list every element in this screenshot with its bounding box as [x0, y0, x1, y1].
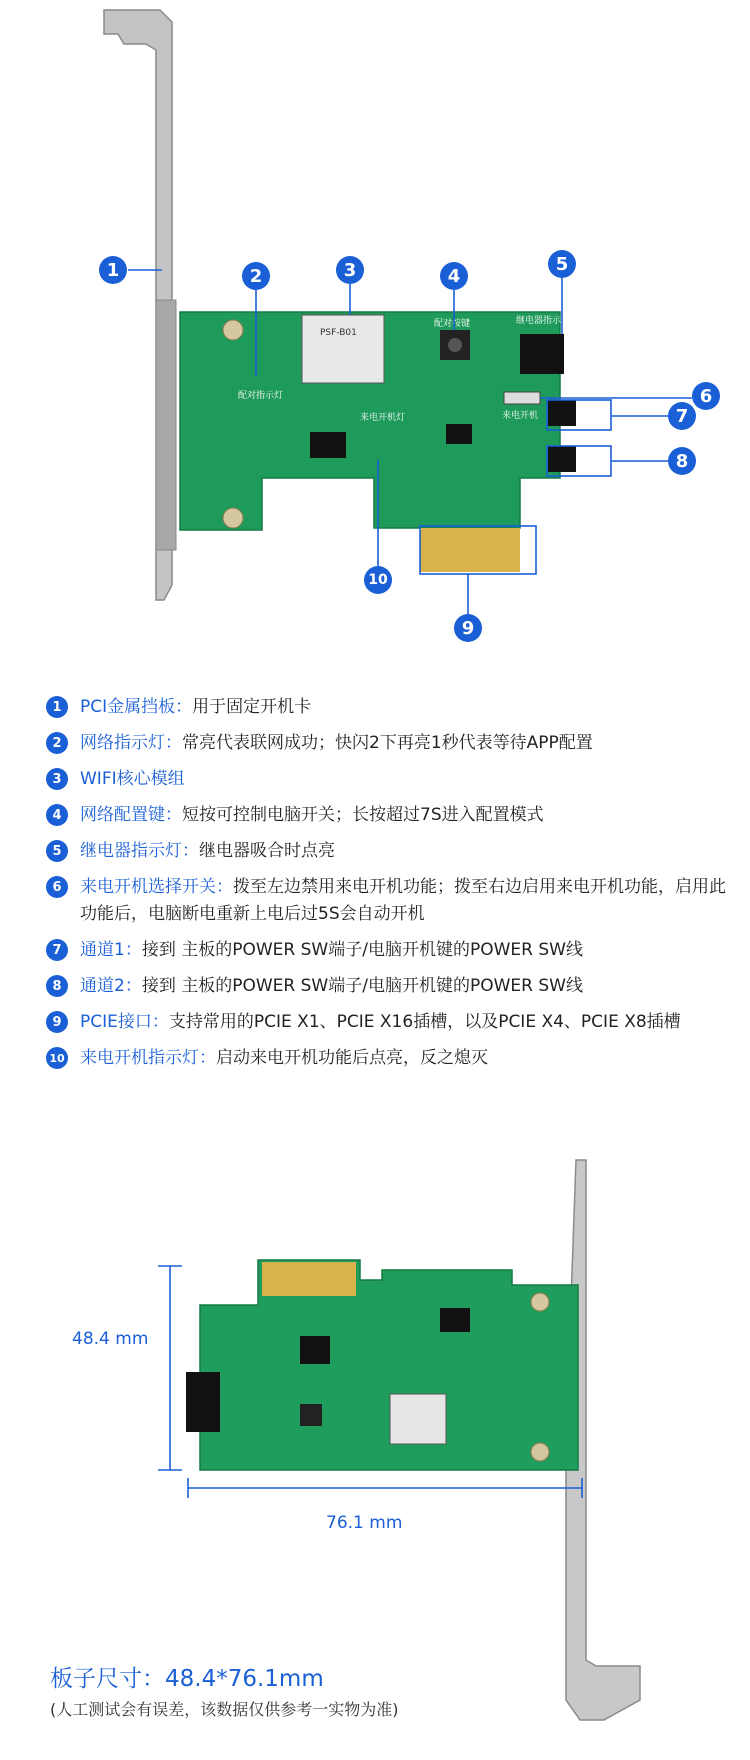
board-size-title: 板子尺寸：48.4*76.1mm	[50, 1666, 324, 1692]
callout-10: 10	[364, 566, 392, 594]
item-number: 8	[46, 975, 68, 997]
item-number: 6	[46, 876, 68, 898]
item-text: 常亮代表联网成功；快闪2下再亮1秒代表等待APP配置	[182, 733, 593, 753]
item-number: 4	[46, 804, 68, 826]
item-text: 拨至左边禁用来电开机功能；拨至右边启用来电开机功能，启用此功能后，电脑断电重新上电后过5S会自动开机	[80, 877, 726, 924]
item-number: 3	[46, 768, 68, 790]
item-title: 网络配置键：	[80, 805, 182, 825]
callout-9: 9	[454, 614, 482, 642]
item-text: 短按可控制电脑开关；长按超过7S进入配置模式	[182, 805, 544, 825]
board-size-note: (人工测试会有误差，该数据仅供参考一实物为准)	[50, 1700, 399, 1719]
callout-4: 4	[440, 262, 468, 290]
item-number: 1	[46, 696, 68, 718]
callout-6: 6	[692, 382, 720, 410]
list-item	[46, 973, 736, 1000]
item-title: WIFI核心模组	[80, 769, 185, 789]
item-text: 启动来电开机功能后点亮，反之熄灭	[216, 1048, 488, 1068]
list-item	[46, 694, 736, 721]
list-item	[46, 802, 736, 829]
silk-relay-led: 继电器指示灯	[516, 316, 571, 326]
list-item	[46, 1045, 736, 1072]
item-title: 通道1：	[80, 940, 142, 960]
callout-8: 8	[668, 447, 696, 475]
list-item	[46, 1009, 736, 1036]
pci-bracket	[104, 10, 176, 600]
dimension-height: 48.4 mm	[72, 1329, 149, 1349]
item-text: 接到 主板的POWER SW端子/电脑开机键的POWER SW线	[141, 976, 583, 996]
feature-list	[46, 694, 736, 1081]
item-title: 继电器指示灯：	[80, 841, 199, 861]
list-item	[46, 874, 736, 928]
item-title: 来电开机选择开关：	[80, 877, 233, 897]
callout-1: 1	[99, 256, 127, 284]
list-item	[46, 730, 736, 757]
item-text: 支持常用的PCIE X1、PCIE X16插槽，以及PCIE X4、PCIE X8插槽	[168, 1012, 681, 1032]
pcb-2	[200, 1260, 578, 1470]
silk-config-key: 配对按键	[434, 319, 471, 329]
callout-5: 5	[548, 250, 576, 278]
callout-7: 7	[668, 402, 696, 430]
item-text: 继电器吸合时点亮	[199, 841, 335, 861]
item-title: PCI金属挡板：	[80, 697, 193, 717]
callout-2: 2	[242, 262, 270, 290]
item-title: 通道2：	[80, 976, 142, 996]
silk-power-on: 来电开机	[502, 411, 539, 421]
list-item	[46, 838, 736, 865]
item-number: 2	[46, 732, 68, 754]
dimension-width: 76.1 mm	[326, 1513, 403, 1533]
list-item	[46, 766, 736, 793]
item-text: 接到 主板的POWER SW端子/电脑开机键的POWER SW线	[141, 940, 583, 960]
callout-3: 3	[336, 256, 364, 284]
wifi-module-label: PSF-B01	[320, 328, 357, 338]
item-number: 9	[46, 1011, 68, 1033]
item-title: 来电开机指示灯：	[80, 1048, 216, 1068]
item-title: 网络指示灯：	[80, 733, 182, 753]
silk-net-led: 配对指示灯	[238, 391, 284, 401]
gold-fingers-2	[262, 1262, 356, 1296]
item-number: 7	[46, 939, 68, 961]
item-text: 用于固定开机卡	[192, 697, 312, 717]
item-number: 10	[46, 1047, 68, 1069]
silk-power-on-led: 来电开机灯	[360, 413, 406, 423]
item-number: 5	[46, 840, 68, 862]
item-title: PCIE接口：	[80, 1012, 169, 1032]
list-item	[46, 937, 736, 964]
